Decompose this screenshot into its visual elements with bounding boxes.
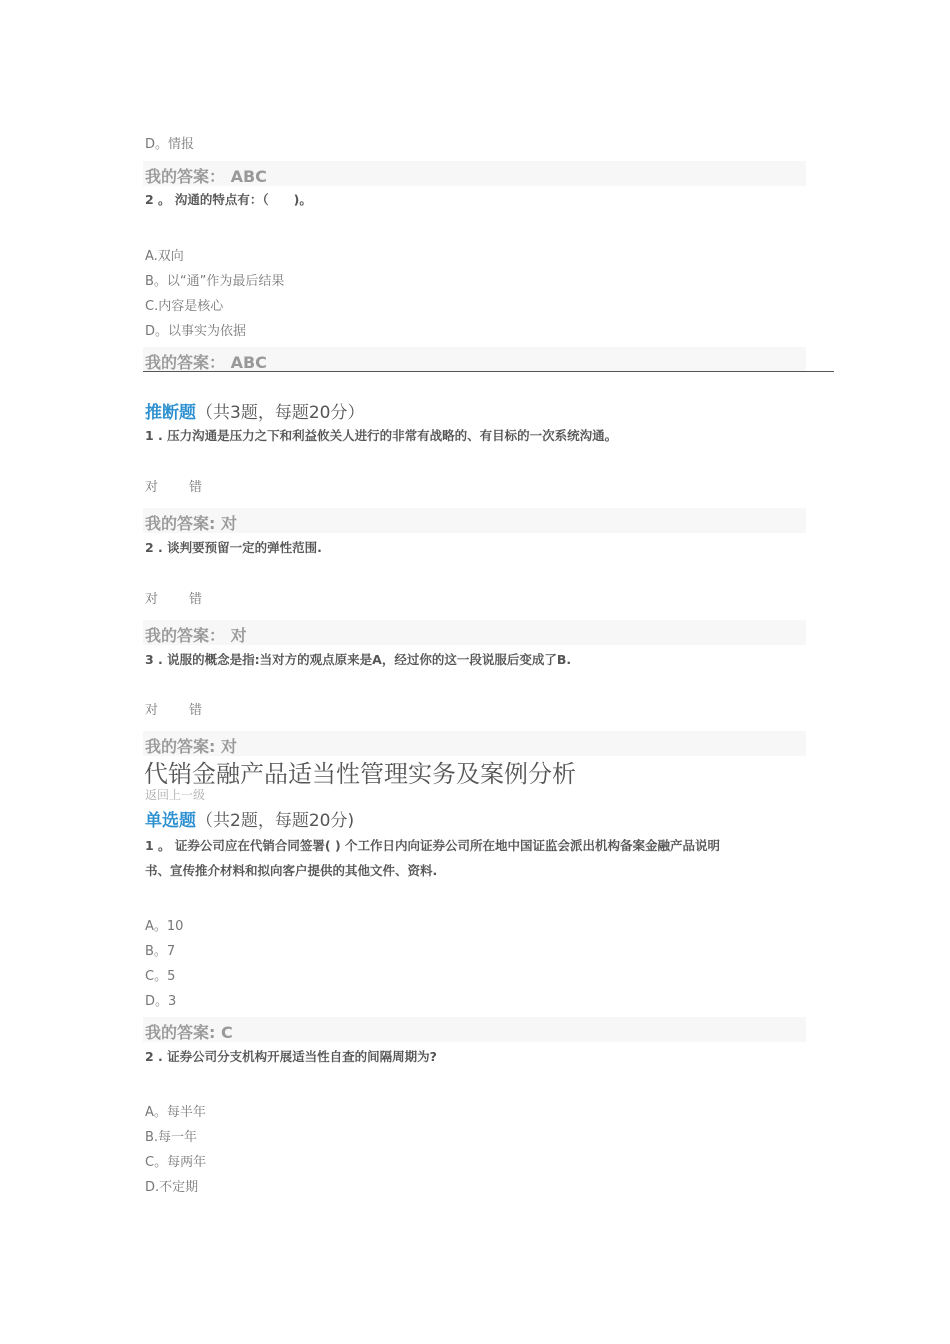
my-answer: 我的答案： 对 — [145, 626, 247, 645]
option-b[interactable]: B。7 — [145, 944, 176, 959]
true-false-options — [145, 588, 233, 607]
option-true[interactable]: 对 — [145, 480, 159, 495]
option-d[interactable]: D.不定期 — [145, 1180, 199, 1195]
option-c[interactable]: C。每两年 — [145, 1155, 207, 1170]
section-label: 单选题 — [145, 811, 196, 831]
section-divider — [143, 371, 834, 372]
option-false[interactable]: 错 — [189, 480, 203, 495]
question-text: 2 . 谈判要预留一定的弹性范围. — [145, 540, 322, 555]
question-text-cont: 书、宣传推介材料和拟向客户提供的其他文件、资料. — [145, 863, 438, 878]
option-d[interactable]: D。以事实为依据 — [145, 324, 247, 339]
option-c[interactable]: C。5 — [145, 969, 176, 984]
section-heading — [145, 806, 354, 831]
my-answer: 我的答案: C — [145, 1023, 233, 1042]
question-text: 3 . 说服的概念是指:当对方的观点原来是A，经过你的这一段说服后变成了B. — [145, 652, 572, 667]
my-answer: 我的答案： ABC — [145, 353, 267, 372]
section-meta: （共2题，每题20分) — [196, 811, 355, 831]
section-meta: （共3题，每题20分） — [196, 403, 365, 423]
option-b[interactable]: B.每一年 — [145, 1130, 198, 1145]
option-true[interactable]: 对 — [145, 703, 159, 718]
back-link[interactable]: 返回上一级 — [145, 788, 206, 802]
true-false-options — [145, 476, 233, 495]
option-d: D。情报 — [145, 137, 195, 152]
answer-bar — [143, 1017, 806, 1042]
option-a[interactable]: A.双向 — [145, 249, 184, 264]
my-answer: 我的答案: 对 — [145, 737, 237, 756]
my-answer: 我的答案: 对 — [145, 514, 237, 533]
section-heading — [145, 398, 364, 423]
option-d[interactable]: D。3 — [145, 994, 177, 1009]
answer-bar — [143, 508, 806, 533]
course-title: 代销金融产品适当性管理实务及案例分析 — [144, 760, 576, 788]
my-answer: 我的答案： ABC — [145, 167, 267, 186]
true-false-options — [145, 699, 233, 718]
option-b[interactable]: B。以“通”作为最后结果 — [145, 274, 285, 289]
question-text: 2 . 证券公司分支机构开展适当性自查的间隔周期为? — [145, 1049, 437, 1064]
option-false[interactable]: 错 — [189, 592, 203, 607]
option-true[interactable]: 对 — [145, 592, 159, 607]
question-text: 1 。 证券公司应在代销合同签署( ) 个工作日内向证券公司所在地中国证监会派出机构备案金融产品说明 — [145, 838, 721, 853]
question-text: 1 . 压力沟通是压力之下和利益攸关人进行的非常有战略的、有目标的一次系统沟通。 — [145, 428, 618, 443]
question-text: 2 。 沟通的特点有：（ )。 — [145, 192, 312, 207]
option-c[interactable]: C.内容是核心 — [145, 299, 224, 314]
option-a[interactable]: A。每半年 — [145, 1105, 206, 1120]
answer-bar — [143, 731, 806, 756]
option-a[interactable]: A。10 — [145, 919, 184, 934]
option-false[interactable]: 错 — [189, 703, 203, 718]
section-label: 推断题 — [145, 403, 196, 423]
